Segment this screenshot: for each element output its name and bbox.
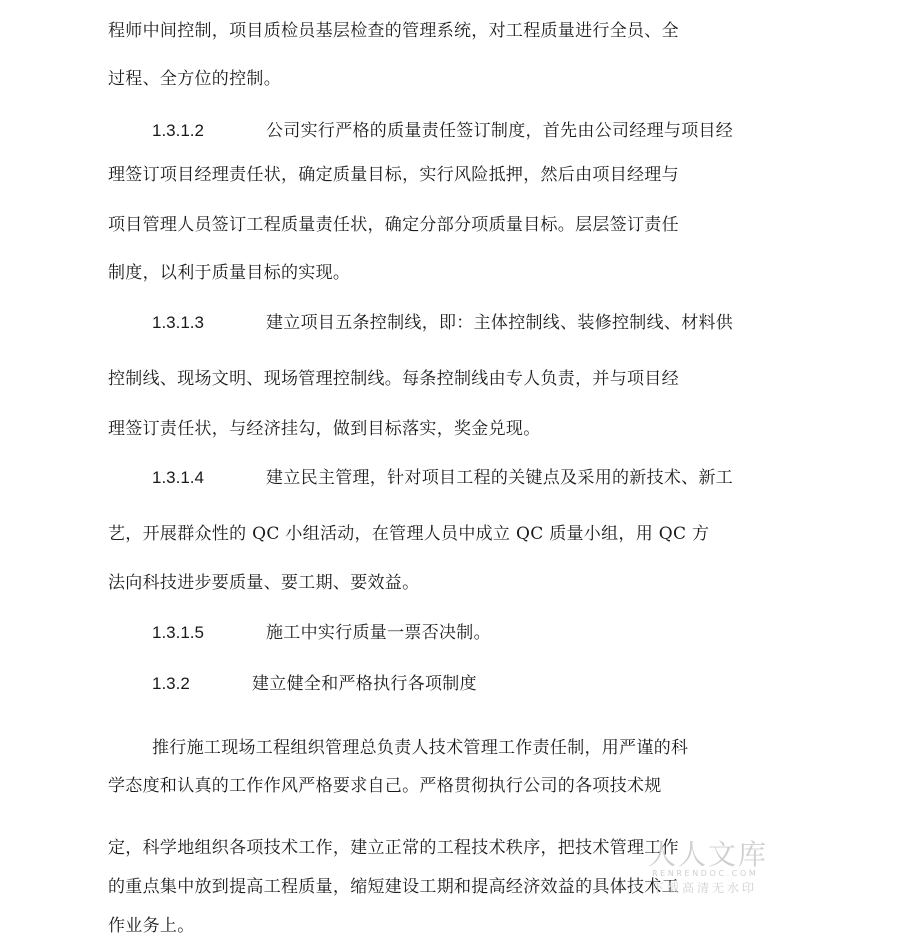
- watermark-url: RENRENDOC.COM: [652, 869, 759, 878]
- section-heading: 建立健全和严格执行各项制度: [252, 674, 477, 694]
- section-number-1-3-1-3: 1.3.1.3: [152, 313, 204, 332]
- text-line: 项目管理人员签订工程质量责任状，确定分部分项质量目标。层层签订责任: [108, 215, 679, 235]
- paragraph-first-line: 推行施工现场工程组织管理总负责人技术管理工作责任制，用严谨的科: [152, 738, 689, 758]
- text-line: 过程、全方位的控制。: [108, 69, 281, 89]
- text-line: 法向科技进步要质量、要工期、要效益。: [108, 573, 420, 593]
- section-text: 公司实行严格的质量责任签订制度，首先由公司经理与项目经: [266, 121, 734, 141]
- section-text: 建立项目五条控制线，即：主体控制线、装修控制线、材料供: [266, 313, 734, 333]
- text-line: 的重点集中放到提高工程质量，缩短建设工期和提高经济效益的具体技术工: [108, 877, 679, 897]
- watermark-slogan: 下载高清无水印: [652, 881, 758, 895]
- section-number-1-3-1-4: 1.3.1.4: [152, 468, 204, 487]
- text-line: 程师中间控制，项目质检员基层检查的管理系统，对工程质量进行全员、全: [108, 21, 679, 41]
- text-line: 制度，以利于质量目标的实现。: [108, 263, 351, 283]
- section-text: 施工中实行质量一票否决制。: [266, 623, 491, 643]
- watermark-title: 人人文库: [648, 838, 769, 871]
- text-line: 控制线、现场文明、现场管理控制线。每条控制线由专人负责，并与项目经: [108, 369, 679, 389]
- watermark-logo: [648, 838, 778, 900]
- text-line: 理签订责任状，与经济挂勾，做到目标落实，奖金兑现。: [108, 419, 541, 439]
- text-line: 理签订项目经理责任状，确定质量目标，实行风险抵押，然后由项目经理与: [108, 165, 679, 185]
- text-line: 定，科学地组织各项技术工作，建立正常的工程技术秩序，把技术管理工作: [108, 838, 679, 858]
- text-line: 学态度和认真的工作作风严格要求自己。严格贯彻执行公司的各项技术规: [108, 776, 662, 796]
- section-number-1-3-1-5: 1.3.1.5: [152, 623, 204, 642]
- section-number-1-3-1-2: 1.3.1.2: [152, 121, 204, 140]
- section-text: 建立民主管理，针对项目工程的关键点及采用的新技术、新工: [266, 468, 734, 488]
- text-line: 艺，开展群众性的 QC 小组活动，在管理人员中成立 QC 质量小组，用 QC 方: [108, 524, 710, 544]
- section-number-1-3-2: 1.3.2: [152, 674, 190, 693]
- text-line: 作业务上。: [108, 916, 195, 936]
